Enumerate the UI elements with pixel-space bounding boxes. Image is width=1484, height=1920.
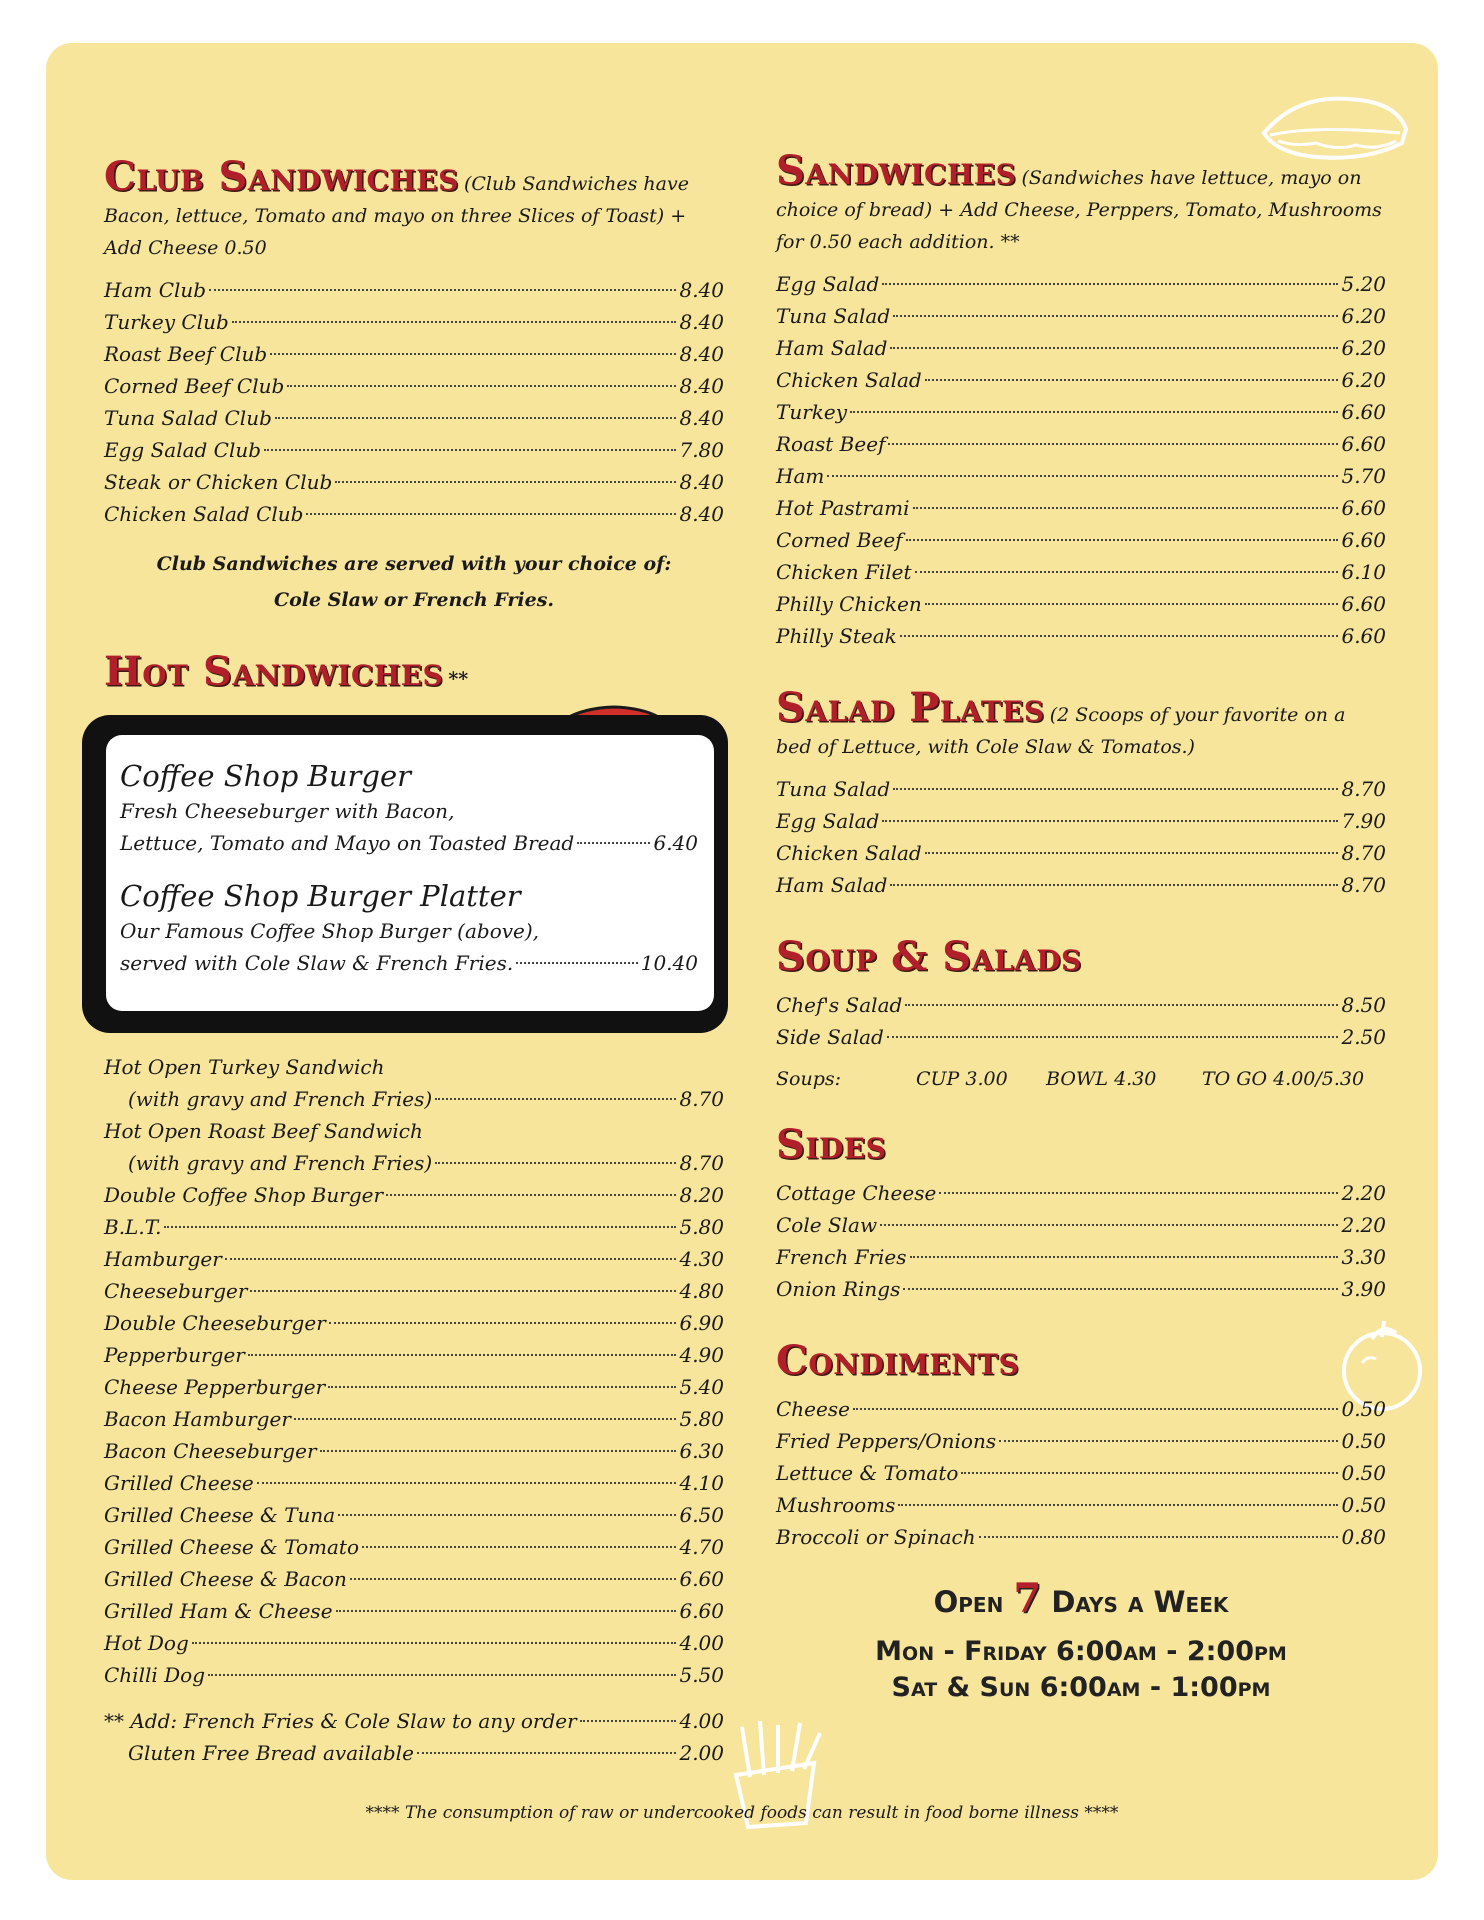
- menu-item: [104, 1403, 724, 1435]
- leader-dots: [275, 417, 677, 419]
- item-price: 8.70: [679, 1151, 724, 1175]
- item-price: 6.60: [1341, 624, 1386, 648]
- leader-dots: [336, 1610, 677, 1612]
- hot-section-header: [104, 650, 724, 695]
- leader-dots: [417, 1752, 677, 1754]
- menu-item: [776, 1393, 1386, 1425]
- item-name: Tuna Salad: [776, 777, 891, 801]
- item-price: 5.80: [679, 1215, 724, 1239]
- leader-dots: [435, 1162, 676, 1164]
- soup-bowl-price: BOWL 4.30: [1046, 1068, 1157, 1090]
- item-name: Hot Dog: [104, 1631, 189, 1655]
- leader-dots: [320, 1450, 677, 1452]
- item-name: Turkey: [776, 400, 848, 424]
- item-price: 8.20: [679, 1183, 724, 1207]
- item-name: Cheeseburger: [104, 1279, 248, 1303]
- item-price: 6.90: [679, 1311, 724, 1335]
- item-price: 4.30: [679, 1247, 724, 1271]
- item-name: Egg Salad: [776, 809, 880, 833]
- sides-list: [776, 1177, 1386, 1305]
- item-name: Mushrooms: [776, 1493, 896, 1517]
- menu-item: [776, 1521, 1386, 1553]
- item-name: Chilli Dog: [104, 1663, 206, 1687]
- item-name: Egg Salad Club: [104, 438, 262, 462]
- leader-dots: [232, 321, 677, 323]
- leader-dots: [900, 635, 1339, 637]
- sandwiches-note: (Sandwiches have lettuce, mayo on choice of bread) + Add Cheese, Perppers, Tomato, Mushrooms for 0.50 each addition. **: [776, 167, 1382, 253]
- menu-item: [104, 338, 724, 370]
- featured-burger-panel: [106, 735, 714, 1011]
- item-price: 0.50: [1341, 1429, 1386, 1453]
- item-name: Double Coffee Shop Burger: [104, 1183, 384, 1207]
- menu-item: [104, 1243, 724, 1275]
- item-name: Philly Chicken: [776, 592, 922, 616]
- menu-item: [776, 492, 1386, 524]
- menu-item: [104, 498, 724, 530]
- leader-dots: [516, 962, 638, 964]
- menu-item: [104, 1339, 724, 1371]
- salad-plates-note: (2 Scoops of your favorite on a bed of Lettuce, with Cole Slaw & Tomatos.): [776, 704, 1346, 758]
- leader-dots: [362, 1546, 676, 1548]
- leader-dots: [905, 1004, 1338, 1006]
- item-name: Hot Pastrami: [776, 496, 910, 520]
- item-name: Gluten Free Bread available: [128, 1741, 414, 1765]
- menu-item: [776, 1273, 1386, 1305]
- menu-item-line: [104, 1051, 724, 1083]
- menu-item: [776, 556, 1386, 588]
- item-price: 4.70: [679, 1535, 724, 1559]
- leader-dots: [294, 1418, 677, 1420]
- item-price: 7.90: [1341, 809, 1386, 833]
- menu-page: [46, 43, 1438, 1880]
- menu-item: [776, 396, 1386, 428]
- menu-item: [104, 306, 724, 338]
- item-name: Chicken Salad: [776, 841, 922, 865]
- leader-dots: [910, 1256, 1339, 1258]
- item-name: Philly Steak: [776, 624, 897, 648]
- add-on-item: [104, 1705, 724, 1737]
- soup-cup-price: CUP 3.00: [916, 1068, 1008, 1090]
- item-price: 6.60: [1341, 400, 1386, 424]
- leader-dots: [827, 475, 1338, 477]
- item-name: Chicken Salad: [776, 368, 922, 392]
- leader-dots: [882, 820, 1338, 822]
- menu-item: [776, 773, 1386, 805]
- menu-item: [104, 1627, 724, 1659]
- soups-label: Soups:: [776, 1068, 842, 1090]
- featured-item: [120, 827, 698, 859]
- open-days-text: Open: [933, 1585, 1014, 1619]
- menu-item: [104, 1083, 724, 1115]
- item-name: French Fries: [776, 1245, 907, 1269]
- menu-item: [776, 1021, 1386, 1053]
- condiments-section-header: [776, 1339, 1386, 1383]
- leader-dots: [208, 1674, 676, 1676]
- item-name: Chef's Salad: [776, 993, 903, 1017]
- menu-item: [104, 1531, 724, 1563]
- item-name: Cole Slaw: [776, 1213, 878, 1237]
- leader-dots: [850, 411, 1338, 413]
- item-price: 8.40: [679, 502, 724, 526]
- weekend-hours: Sat & Sun 6:00am - 1:00pm: [891, 1672, 1271, 1703]
- leader-dots: [580, 1720, 677, 1722]
- menu-item: [104, 1563, 724, 1595]
- club-title: Club Sandwiches: [104, 153, 459, 200]
- menu-item: [104, 1595, 724, 1627]
- item-price: 3.90: [1341, 1277, 1386, 1301]
- item-price: 2.20: [1341, 1181, 1386, 1205]
- leader-dots: [890, 884, 1338, 886]
- leader-dots: [250, 1290, 676, 1292]
- item-price: 6.30: [679, 1439, 724, 1463]
- sides-section-header: [776, 1123, 1386, 1167]
- menu-item-line: [104, 1115, 724, 1147]
- menu-item: [104, 1211, 724, 1243]
- leader-dots: [287, 385, 676, 387]
- item-name: (with gravy and French Fries): [128, 1087, 433, 1111]
- item-name: Bacon Cheeseburger: [104, 1439, 317, 1463]
- menu-item: [776, 1425, 1386, 1457]
- leader-dots: [961, 1472, 1338, 1474]
- featured-title: Coffee Shop Burger Platter: [120, 879, 521, 913]
- condiments-title: Condiments: [776, 1337, 1020, 1384]
- hot-list: [104, 1051, 724, 1769]
- leader-dots: [906, 539, 1339, 541]
- item-price: 8.40: [679, 470, 724, 494]
- menu-item: [776, 1241, 1386, 1273]
- sandwiches-title: Sandwiches: [776, 147, 1017, 194]
- leader-dots: [925, 852, 1339, 854]
- item-name: Pepperburger: [104, 1343, 245, 1367]
- item-price: 7.80: [679, 438, 724, 462]
- item-name: Double Cheeseburger: [104, 1311, 326, 1335]
- item-price: 6.40: [653, 831, 698, 855]
- item-name: B.L.T.: [104, 1215, 162, 1239]
- leader-dots: [338, 1514, 676, 1516]
- item-price: 4.10: [679, 1471, 724, 1495]
- item-name: served with Cole Slaw & French Fries.: [120, 951, 514, 975]
- item-price: 4.00: [679, 1709, 724, 1733]
- menu-item: [776, 364, 1386, 396]
- featured-burger-box: [82, 715, 728, 1033]
- sides-title: Sides: [776, 1121, 887, 1168]
- menu-item: [104, 1307, 724, 1339]
- item-name: Chicken Salad Club: [104, 502, 304, 526]
- item-price: 5.40: [679, 1375, 724, 1399]
- item-price: 0.50: [1341, 1397, 1386, 1421]
- item-price: 8.40: [679, 406, 724, 430]
- leader-dots: [577, 842, 650, 844]
- item-price: 4.90: [679, 1343, 724, 1367]
- open-days-number: 7: [1013, 1575, 1042, 1622]
- item-price: 2.50: [1341, 1025, 1386, 1049]
- leader-dots: [999, 1440, 1338, 1442]
- menu-item: [104, 1179, 724, 1211]
- item-name: Cottage Cheese: [776, 1181, 937, 1205]
- soups-prices: [776, 1063, 1386, 1095]
- item-name: Side Salad: [776, 1025, 884, 1049]
- leader-dots: [887, 1036, 1339, 1038]
- leader-dots: [257, 1482, 677, 1484]
- item-name: Steak or Chicken Club: [104, 470, 333, 494]
- item-name: Hot Open Roast Beef Sandwich: [104, 1119, 423, 1143]
- leader-dots: [882, 283, 1338, 285]
- menu-item: [776, 805, 1386, 837]
- menu-item: [776, 989, 1386, 1021]
- condiments-list: [776, 1393, 1386, 1553]
- menu-item: [104, 1659, 724, 1691]
- left-column: [104, 155, 724, 1769]
- item-price: 5.70: [1341, 464, 1386, 488]
- food-safety-disclaimer: **** The consumption of raw or undercooked foods can result in food borne illness ****: [365, 1803, 1119, 1823]
- menu-item: [104, 1147, 724, 1179]
- leader-dots: [306, 513, 676, 515]
- club-list: [104, 274, 724, 530]
- leader-dots: [880, 1224, 1338, 1226]
- item-name: Turkey Club: [104, 310, 229, 334]
- item-price: 6.10: [1341, 560, 1386, 584]
- item-price: 0.50: [1341, 1461, 1386, 1485]
- weekday-hours: Mon - Friday 6:00am - 2:00pm: [875, 1636, 1287, 1667]
- leader-dots: [890, 347, 1338, 349]
- item-name: Grilled Cheese & Tuna: [104, 1503, 336, 1527]
- menu-item: [776, 460, 1386, 492]
- item-price: 0.80: [1341, 1525, 1386, 1549]
- leader-dots: [209, 289, 676, 291]
- add-on-item: [104, 1737, 724, 1769]
- menu-item: [776, 1489, 1386, 1521]
- item-name: Cheese: [776, 1397, 850, 1421]
- item-name: Tuna Salad: [776, 304, 891, 328]
- leader-dots: [248, 1354, 677, 1356]
- item-price: 6.60: [1341, 528, 1386, 552]
- menu-item: [776, 620, 1386, 652]
- soup-title: Soup & Salads: [776, 933, 1082, 980]
- item-price: 8.70: [1341, 841, 1386, 865]
- menu-item: [104, 274, 724, 306]
- menu-item: [776, 837, 1386, 869]
- item-price: 8.70: [1341, 873, 1386, 897]
- item-name: Ham Club: [104, 278, 207, 302]
- item-price: 0.50: [1341, 1493, 1386, 1517]
- menu-item: [104, 1499, 724, 1531]
- leader-dots: [350, 1578, 677, 1580]
- item-price: 5.20: [1341, 272, 1386, 296]
- right-column: [776, 149, 1386, 1706]
- item-name: Lettuce & Tomato: [776, 1461, 959, 1485]
- leader-dots: [853, 1408, 1339, 1410]
- item-name: Bacon Hamburger: [104, 1407, 291, 1431]
- leader-dots: [893, 788, 1338, 790]
- leader-dots: [893, 315, 1338, 317]
- club-section-header: [104, 155, 724, 264]
- leader-dots: [903, 1288, 1338, 1290]
- item-name: Grilled Ham & Cheese: [104, 1599, 333, 1623]
- item-price: 4.00: [679, 1631, 724, 1655]
- menu-item: [776, 300, 1386, 332]
- leader-dots: [386, 1194, 676, 1196]
- leader-dots: [335, 481, 676, 483]
- item-name: Corned Beef Club: [104, 374, 285, 398]
- item-price: 8.70: [679, 1087, 724, 1111]
- menu-item: [776, 1209, 1386, 1241]
- item-name: Lettuce, Tomato and Mayo on Toasted Bread: [120, 831, 575, 855]
- leader-dots: [915, 571, 1339, 573]
- item-price: 5.80: [679, 1407, 724, 1431]
- soup-section-header: [776, 935, 1386, 979]
- soup-togo-price: TO GO 4.00/5.30: [1202, 1068, 1365, 1090]
- item-price: 8.40: [679, 374, 724, 398]
- item-price: 6.20: [1341, 336, 1386, 360]
- leader-dots: [925, 379, 1339, 381]
- opening-hours: [776, 1575, 1386, 1706]
- menu-item: [104, 1467, 724, 1499]
- club-note: (Club Sandwiches have Bacon, lettuce, Tomato and mayo on three Slices of Toast) + Add Cheese 0.50: [104, 173, 689, 259]
- item-price: 8.50: [1341, 993, 1386, 1017]
- menu-item: [776, 524, 1386, 556]
- menu-item: [776, 268, 1386, 300]
- leader-dots: [913, 507, 1339, 509]
- menu-item: [104, 370, 724, 402]
- menu-item: [776, 1177, 1386, 1209]
- item-name: Onion Rings: [776, 1277, 901, 1301]
- item-name: Ham Salad: [776, 336, 888, 360]
- item-price: 8.40: [679, 342, 724, 366]
- item-name: Chicken Filet: [776, 560, 912, 584]
- open-days: [776, 1575, 1386, 1622]
- item-price: 2.20: [1341, 1213, 1386, 1237]
- menu-item: [776, 332, 1386, 364]
- item-name: Roast Beef: [776, 432, 886, 456]
- item-name: Tuna Salad Club: [104, 406, 272, 430]
- served-note-line: Club Sandwiches are served with your choice of:: [156, 553, 672, 575]
- leader-dots: [264, 449, 676, 451]
- menu-item: [104, 1435, 724, 1467]
- menu-item: [104, 1371, 724, 1403]
- item-price: 6.60: [679, 1567, 724, 1591]
- leader-dots: [898, 1504, 1338, 1506]
- menu-item: [104, 1275, 724, 1307]
- leader-dots: [270, 353, 676, 355]
- item-price: 6.20: [1341, 304, 1386, 328]
- item-price: 8.40: [679, 278, 724, 302]
- item-price: 10.40: [640, 951, 698, 975]
- leader-dots: [435, 1098, 676, 1100]
- item-name: Hamburger: [104, 1247, 222, 1271]
- item-price: 3.30: [1341, 1245, 1386, 1269]
- item-name: (with gravy and French Fries): [128, 1151, 433, 1175]
- leader-dots: [328, 1386, 676, 1388]
- salad-plates-title: Salad Plates: [776, 684, 1045, 731]
- item-price: 2.00: [679, 1741, 724, 1765]
- menu-item: [776, 428, 1386, 460]
- salad-plates-list: [776, 773, 1386, 901]
- item-price: 6.60: [679, 1599, 724, 1623]
- item-price: 6.50: [679, 1503, 724, 1527]
- item-name: Egg Salad: [776, 272, 880, 296]
- club-served-note: [104, 546, 724, 618]
- item-price: 4.80: [679, 1279, 724, 1303]
- open-days-text: Days a Week: [1041, 1585, 1229, 1619]
- item-name: Broccoli or Spinach: [776, 1525, 976, 1549]
- item-price: 8.70: [1341, 777, 1386, 801]
- menu-item: [776, 1457, 1386, 1489]
- item-name: Corned Beef: [776, 528, 903, 552]
- leader-dots: [329, 1322, 677, 1324]
- sandwiches-section-header: [776, 149, 1386, 258]
- item-name: Grilled Cheese & Bacon: [104, 1567, 347, 1591]
- featured-item: [120, 947, 698, 979]
- featured-description: Fresh Cheeseburger with Bacon,: [120, 799, 455, 823]
- leader-dots: [192, 1642, 677, 1644]
- item-name: Ham: [776, 464, 825, 488]
- leader-dots: [979, 1536, 1339, 1538]
- menu-item: [104, 466, 724, 498]
- leader-dots: [925, 603, 1339, 605]
- menu-item: [104, 434, 724, 466]
- item-name: Cheese Pepperburger: [104, 1375, 326, 1399]
- salad-plates-section-header: [776, 686, 1386, 763]
- sandwiches-list: [776, 268, 1386, 652]
- item-name: Grilled Cheese & Tomato: [104, 1535, 359, 1559]
- item-name: Hot Open Turkey Sandwich: [104, 1055, 385, 1079]
- hot-stars: **: [448, 668, 469, 690]
- menu-item: [776, 588, 1386, 620]
- item-name: Roast Beef Club: [104, 342, 268, 366]
- featured-description: Our Famous Coffee Shop Burger (above),: [120, 919, 540, 943]
- leader-dots: [939, 1192, 1338, 1194]
- item-price: 6.20: [1341, 368, 1386, 392]
- item-name: ** Add: French Fries & Cole Slaw to any order: [104, 1709, 577, 1733]
- served-note-line: Cole Slaw or French Fries.: [273, 589, 555, 611]
- leader-dots: [888, 443, 1338, 445]
- item-price: 5.50: [679, 1663, 724, 1687]
- menu-item: [776, 869, 1386, 901]
- leader-dots: [225, 1258, 677, 1260]
- item-name: Fried Peppers/Onions: [776, 1429, 997, 1453]
- item-price: 6.60: [1341, 432, 1386, 456]
- soup-list: [776, 989, 1386, 1053]
- hot-title: Hot Sandwiches: [104, 648, 444, 695]
- item-price: 6.60: [1341, 592, 1386, 616]
- item-price: 6.60: [1341, 496, 1386, 520]
- leader-dots: [164, 1226, 676, 1228]
- item-price: 8.40: [679, 310, 724, 334]
- menu-item: [104, 402, 724, 434]
- featured-title: Coffee Shop Burger: [120, 759, 411, 793]
- item-name: Ham Salad: [776, 873, 888, 897]
- item-name: Grilled Cheese: [104, 1471, 254, 1495]
